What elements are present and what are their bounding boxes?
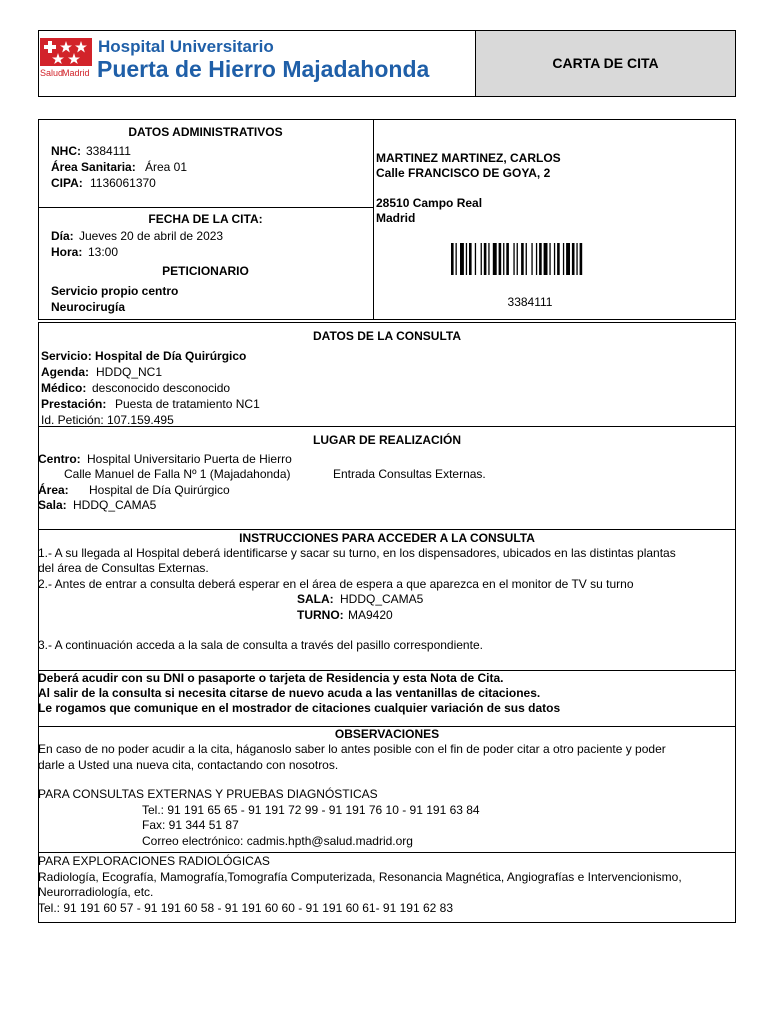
consult-servicio: Servicio: Hospital de Día Quirúrgico bbox=[41, 349, 247, 363]
sala-value-location: HDDQ_CAMA5 bbox=[73, 498, 157, 512]
barcode-bar bbox=[572, 243, 575, 275]
area-value: Área 01 bbox=[145, 160, 188, 174]
requester-heading: PETICIONARIO bbox=[162, 264, 249, 278]
area-label-location: Área: bbox=[38, 483, 69, 497]
area-value-location: Hospital de Día Quirúrgico bbox=[89, 483, 230, 497]
barcode-bar bbox=[481, 243, 482, 275]
barcode-bar bbox=[517, 243, 518, 275]
notice-line-2: Al salir de la consulta si necesita citarse de nuevo acuda a las ventanillas de citaciones. bbox=[38, 686, 541, 700]
barcode-bar bbox=[456, 243, 457, 275]
notice-line-3: Le rogamos que comunique en el mostrador de citaciones cualquier variación de sus datos bbox=[38, 701, 561, 715]
barcode-number: 3384111 bbox=[507, 295, 553, 309]
observations-text-2: darle a Usted una nueva cita, contactando con nosotros. bbox=[38, 758, 339, 772]
barcode-bar bbox=[526, 243, 527, 275]
radiology-tel: Tel.: 91 191 60 57 - 91 191 60 58 - 91 191 60 60 - 91 191 60 61- 91 191 62 83 bbox=[38, 901, 453, 915]
barcode-bar bbox=[460, 243, 464, 275]
barcode-bar bbox=[549, 243, 550, 275]
brand-salud: Salud bbox=[40, 68, 64, 78]
brand-line-2: Puerta de Hierro Majadahonda bbox=[97, 56, 430, 82]
barcode-bar bbox=[576, 243, 577, 275]
brand-line-1: Hospital Universitario bbox=[98, 37, 274, 56]
cipa-label: CIPA: bbox=[51, 176, 83, 190]
patient-name: MARTINEZ MARTINEZ, CARLOS bbox=[376, 151, 561, 165]
barcode-bar bbox=[475, 243, 476, 275]
patient-province: Madrid bbox=[376, 211, 416, 225]
radiology-line-1: Radiología, Ecografía, Mamografía,Tomografía Computerizada, Resonancia Magnética, Angiografías e Intervencionismo, bbox=[38, 870, 682, 884]
prestacion-label: Prestación: bbox=[41, 397, 107, 411]
barcode-bar bbox=[554, 243, 555, 275]
barcode-bar bbox=[493, 243, 497, 275]
info-divider bbox=[373, 119, 374, 320]
appointment-heading: FECHA DE LA CITA: bbox=[148, 212, 263, 226]
external-consult-fax: Fax: 91 344 51 87 bbox=[142, 818, 239, 832]
sala-label-location: Sala: bbox=[38, 498, 67, 512]
center-entrance: Entrada Consultas Externas. bbox=[333, 467, 486, 481]
barcode-bar bbox=[536, 243, 537, 275]
centro-label: Centro: bbox=[38, 452, 81, 466]
instruction-step-1b: del área de Consultas Externas. bbox=[38, 561, 209, 575]
radiology-line-2: Neurorradiología, etc. bbox=[38, 885, 154, 899]
barcode-bar bbox=[513, 243, 514, 275]
day-label: Día: bbox=[51, 229, 74, 243]
observations-text-1: En caso de no poder acudir a la cita, háganoslo saber lo antes posible con el fin de poder citar a otro paciente y poder bbox=[38, 742, 666, 756]
day-value: Jueves 20 de abril de 2023 bbox=[79, 229, 224, 243]
barcode-bar bbox=[488, 243, 489, 275]
center-address: Calle Manuel de Falla Nº 1 (Majadahonda) bbox=[64, 467, 291, 481]
observations-heading: OBSERVACIONES bbox=[334, 727, 440, 741]
hour-value: 13:00 bbox=[88, 245, 119, 259]
instructions-heading: INSTRUCCIONES PARA ACCEDER A LA CONSULTA bbox=[239, 531, 535, 545]
patient-city: 28510 Campo Real bbox=[376, 196, 483, 210]
medico-value: desconocido desconocido bbox=[92, 381, 231, 395]
external-consult-heading: PARA CONSULTAS EXTERNAS Y PRUEBAS DIAGNÓSTICAS bbox=[38, 787, 378, 801]
barcode-bar bbox=[469, 243, 472, 275]
barcode-bar bbox=[484, 243, 487, 275]
hour-label: Hora: bbox=[51, 245, 83, 259]
centro-value: Hospital Universitario Puerta de Hierro bbox=[87, 452, 292, 466]
barcode-bar bbox=[557, 243, 560, 275]
barcode-bar bbox=[566, 243, 570, 275]
nhc-label: NHC: bbox=[51, 144, 81, 158]
barcode bbox=[451, 243, 609, 275]
location-heading: LUGAR DE REALIZACIÓN bbox=[313, 433, 461, 447]
turn-label: TURNO: bbox=[297, 608, 344, 622]
medico-label: Médico: bbox=[41, 381, 87, 395]
notice-line-1: Deberá acudir con su DNI o pasaporte o tarjeta de Residencia y esta Nota de Cita. bbox=[38, 671, 504, 685]
barcode-bar bbox=[544, 243, 548, 275]
barcode-bar bbox=[539, 243, 542, 275]
turn-value: MA9420 bbox=[348, 608, 393, 622]
barcode-bar bbox=[531, 243, 532, 275]
agenda-label: Agenda: bbox=[41, 365, 89, 379]
patient-street: Calle FRANCISCO DE GOYA, 2 bbox=[376, 166, 551, 180]
area-label: Área Sanitaria: bbox=[51, 160, 136, 174]
turn-sala-label: SALA: bbox=[297, 592, 334, 606]
instruction-step-2: 2.- Antes de entrar a consulta deberá esperar en el área de espera a que aparezca en el monitor de TV su turno bbox=[38, 577, 634, 591]
barcode-bar bbox=[563, 243, 564, 275]
barcode-bar bbox=[503, 243, 504, 275]
barcode-bar bbox=[580, 243, 583, 275]
external-consult-tel: Tel.: 91 191 65 65 - 91 191 72 99 - 91 191 76 10 - 91 191 63 84 bbox=[142, 803, 480, 817]
cipa-value: 1136061370 bbox=[90, 176, 156, 190]
nhc-value: 3384111 bbox=[86, 144, 131, 158]
instruction-step-3: 3.- A continuación acceda a la sala de consulta a través del pasillo correspondiente. bbox=[38, 638, 483, 652]
page-title: CARTA DE CITA bbox=[552, 55, 659, 71]
salud-madrid-logo-icon bbox=[40, 38, 92, 68]
external-consult-email: Correo electrónico: cadmis.hpth@salud.madrid.org bbox=[142, 834, 413, 848]
admin-bottom-line bbox=[38, 207, 373, 208]
consult-heading: DATOS DE LA CONSULTA bbox=[313, 329, 461, 343]
radiology-heading: PARA EXPLORACIONES RADIOLÓGICAS bbox=[38, 854, 270, 868]
prestacion-value: Puesta de tratamiento NC1 bbox=[115, 397, 260, 411]
admin-heading: DATOS ADMINISTRATIVOS bbox=[128, 125, 283, 139]
brand-madrid: Madrid bbox=[62, 68, 90, 78]
barcode-bar bbox=[499, 243, 502, 275]
instruction-step-1a: 1.- A su llegada al Hospital deberá identificarse y sacar su turno, en los dispensadores, ubicados en las distintas plantas bbox=[38, 546, 676, 560]
barcode-bar bbox=[506, 243, 509, 275]
barcode-bar bbox=[521, 243, 524, 275]
agenda-value: HDDQ_NC1 bbox=[96, 365, 163, 379]
turn-sala-value: HDDQ_CAMA5 bbox=[340, 592, 424, 606]
requester-line-2: Neurocirugía bbox=[51, 300, 126, 314]
requester-line-1: Servicio propio centro bbox=[51, 284, 179, 298]
peticion-id: Id. Petición: 107.159.495 bbox=[41, 413, 174, 427]
barcode-bar bbox=[466, 243, 467, 275]
barcode-bar bbox=[451, 243, 454, 275]
